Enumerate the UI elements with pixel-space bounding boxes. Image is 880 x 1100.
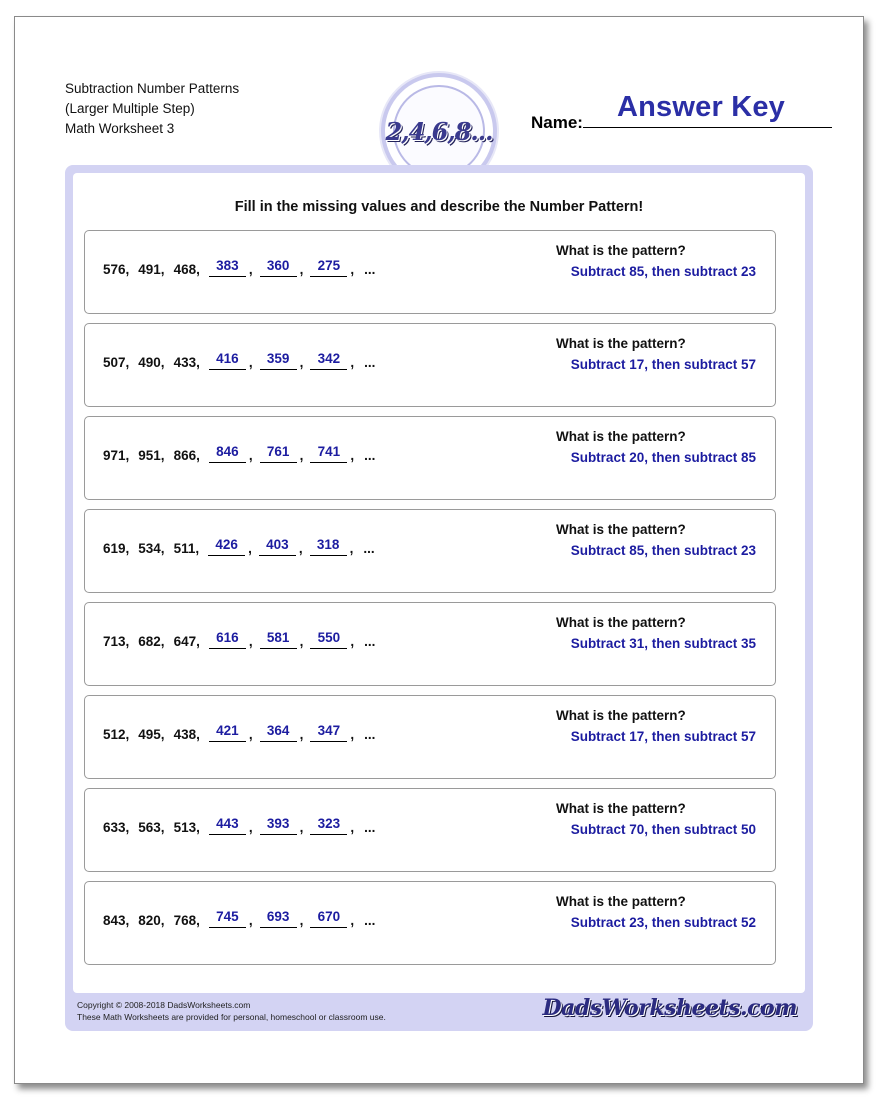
problem-row: [84, 230, 776, 314]
pattern-question: What is the pattern?: [556, 894, 686, 909]
given-value: 951,: [138, 448, 165, 463]
logo-badge: [385, 85, 493, 177]
given-value: 490,: [138, 355, 165, 370]
pattern-answer: Subtract 70, then subtract 50: [570, 822, 756, 837]
answer-blank[interactable]: 275: [310, 258, 347, 277]
answer-blank[interactable]: 416: [209, 351, 246, 370]
answer-key-label: Answer Key: [617, 91, 786, 123]
pattern-answer: Subtract 23, then subtract 52: [570, 915, 756, 930]
answer-blank[interactable]: 323: [310, 816, 347, 835]
given-value: 513,: [173, 820, 200, 835]
answer-blank[interactable]: 550: [310, 630, 347, 649]
answer-blank[interactable]: 359: [260, 351, 297, 370]
footer-copyright: [77, 999, 386, 1023]
worksheet-body: [73, 173, 805, 993]
number-sequence: 713, 682, 647, 616 , 581 , 550 , ...: [103, 630, 376, 649]
pattern-answer: Subtract 17, then subtract 57: [570, 729, 756, 744]
answer-blank[interactable]: 347: [310, 723, 347, 742]
number-sequence: 576, 491, 468, 383 , 360 , 275 , ...: [103, 258, 376, 277]
usage-notice: These Math Worksheets are provided for personal, homeschool or classroom use.: [77, 1012, 386, 1022]
answer-blank[interactable]: 360: [260, 258, 297, 277]
pattern-answer: Subtract 85, then subtract 23: [570, 264, 756, 279]
number-sequence: 843, 820, 768, 745 , 693 , 670 , ...: [103, 909, 376, 928]
given-value: 619,: [103, 541, 130, 556]
problem-row: [84, 788, 776, 872]
pattern-question: What is the pattern?: [556, 336, 686, 351]
answer-blank[interactable]: 581: [260, 630, 297, 649]
pattern-answer: Subtract 17, then subtract 57: [570, 357, 756, 372]
given-value: 433,: [173, 355, 200, 370]
given-value: 820,: [138, 913, 165, 928]
pattern-question: What is the pattern?: [556, 708, 686, 723]
answer-blank[interactable]: 318: [310, 537, 347, 556]
given-value: 491,: [138, 262, 165, 277]
answer-blank[interactable]: 745: [209, 909, 246, 928]
name-line: [583, 127, 832, 128]
brand-logo[interactable]: DadsWorksheets.com: [542, 995, 797, 1021]
ellipsis: ...: [364, 448, 376, 463]
answer-blank[interactable]: 383: [209, 258, 246, 277]
worksheet-frame: [65, 165, 813, 1031]
given-value: 511,: [173, 541, 200, 556]
answer-blank[interactable]: 364: [260, 723, 297, 742]
answer-blank[interactable]: 846: [209, 444, 246, 463]
answer-blank[interactable]: 741: [310, 444, 347, 463]
given-value: 647,: [173, 634, 200, 649]
pattern-question: What is the pattern?: [556, 615, 686, 630]
problem-row: [84, 881, 776, 965]
ellipsis: ...: [364, 820, 376, 835]
pattern-answer: Subtract 20, then subtract 85: [570, 450, 756, 465]
number-sequence: 633, 563, 513, 443 , 393 , 323 , ...: [103, 816, 376, 835]
title-line-1: Subtraction Number Patterns: [65, 81, 240, 96]
given-value: 534,: [138, 541, 165, 556]
pattern-answer: Subtract 31, then subtract 35: [570, 636, 756, 651]
answer-blank[interactable]: 693: [260, 909, 297, 928]
answer-blank[interactable]: 761: [260, 444, 297, 463]
given-value: 633,: [103, 820, 130, 835]
ellipsis: ...: [363, 541, 375, 556]
ellipsis: ...: [364, 355, 376, 370]
answer-blank[interactable]: 393: [260, 816, 297, 835]
problem-row: [84, 602, 776, 686]
instructions: Fill in the missing values and describe the Number Pattern!: [234, 199, 644, 215]
problem-row: [84, 509, 776, 593]
ellipsis: ...: [364, 913, 376, 928]
pattern-question: What is the pattern?: [556, 801, 686, 816]
pattern-question: What is the pattern?: [556, 429, 686, 444]
answer-blank[interactable]: 443: [209, 816, 246, 835]
given-value: 468,: [173, 262, 200, 277]
copyright-line: Copyright © 2008-2018 DadsWorksheets.com: [77, 1000, 251, 1010]
number-sequence: 512, 495, 438, 421 , 364 , 347 , ...: [103, 723, 376, 742]
pattern-question: What is the pattern?: [556, 522, 686, 537]
answer-blank[interactable]: 342: [310, 351, 347, 370]
given-value: 768,: [173, 913, 200, 928]
given-value: 563,: [138, 820, 165, 835]
number-sequence: 619, 534, 511, 426 , 403 , 318 , ...: [103, 537, 375, 556]
name-label: Name:: [531, 113, 583, 132]
answer-blank[interactable]: 670: [310, 909, 347, 928]
answer-blank[interactable]: 403: [259, 537, 296, 556]
problem-row: [84, 416, 776, 500]
answer-blank[interactable]: 421: [209, 723, 246, 742]
given-value: 576,: [103, 262, 130, 277]
pattern-question: What is the pattern?: [556, 243, 686, 258]
given-value: 682,: [138, 634, 165, 649]
given-value: 438,: [173, 727, 200, 742]
pattern-answer: Subtract 85, then subtract 23: [570, 543, 756, 558]
given-value: 971,: [103, 448, 130, 463]
given-value: 495,: [138, 727, 165, 742]
title-line-3: Math Worksheet 3: [65, 121, 175, 136]
ellipsis: ...: [364, 262, 376, 277]
ellipsis: ...: [364, 634, 376, 649]
given-value: 713,: [103, 634, 130, 649]
problem-row: [84, 323, 776, 407]
answer-blank[interactable]: 616: [209, 630, 246, 649]
worksheet-title-block: [65, 79, 239, 139]
problem-row: [84, 695, 776, 779]
ellipsis: ...: [364, 727, 376, 742]
answer-blank[interactable]: 426: [208, 537, 245, 556]
logo-text: 2,4,6,8...: [385, 116, 493, 146]
title-line-2: (Larger Multiple Step): [65, 101, 195, 116]
number-sequence: 507, 490, 433, 416 , 359 , 342 , ...: [103, 351, 376, 370]
given-value: 843,: [103, 913, 130, 928]
worksheet-page: [14, 16, 864, 1084]
given-value: 507,: [103, 355, 130, 370]
given-value: 512,: [103, 727, 130, 742]
given-value: 866,: [173, 448, 200, 463]
number-sequence: 971, 951, 866, 846 , 761 , 741 , ...: [103, 444, 376, 463]
